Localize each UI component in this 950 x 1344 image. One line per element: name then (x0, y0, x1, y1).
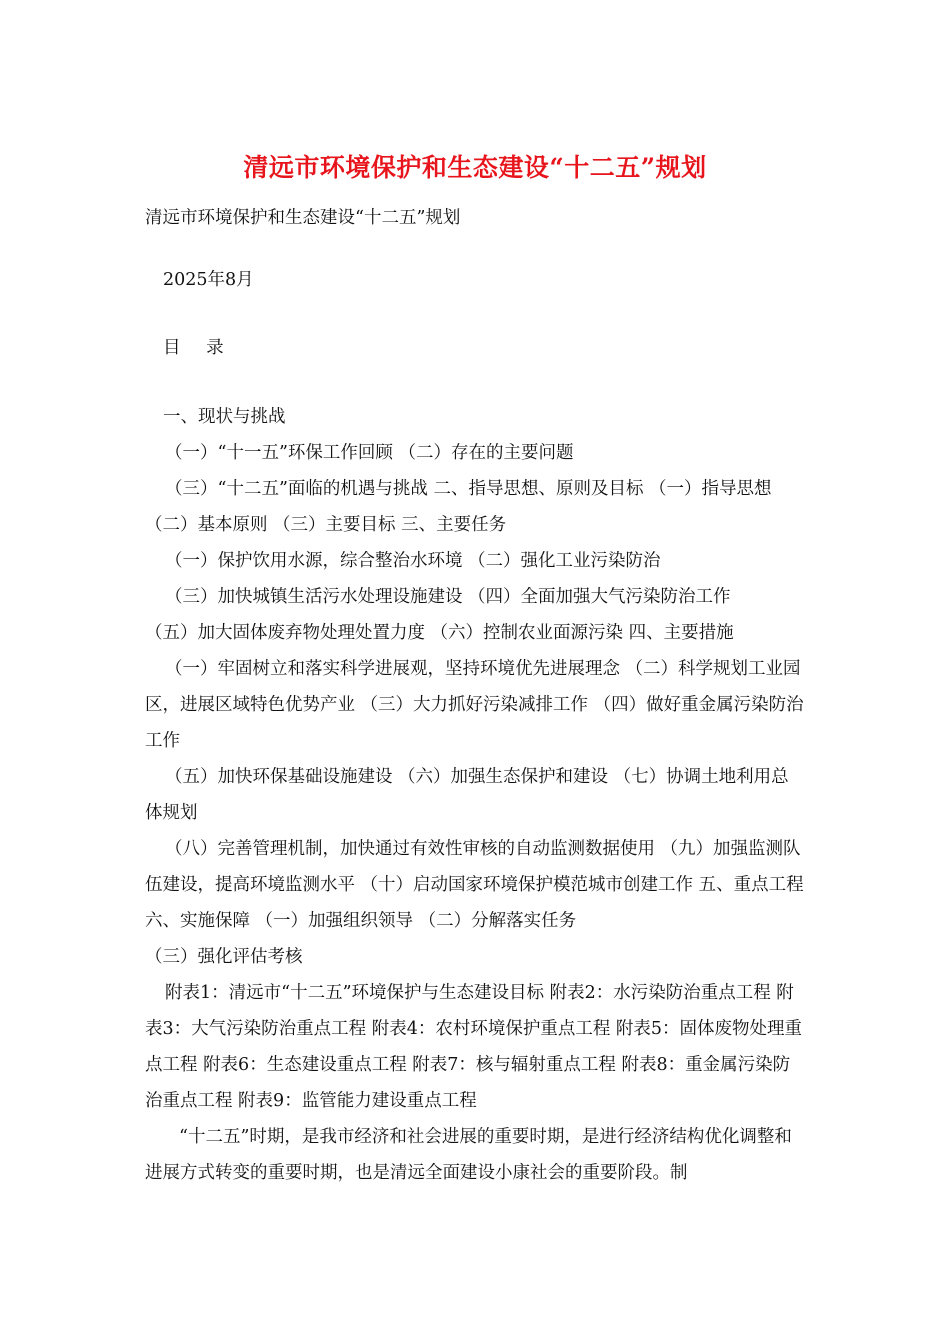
appendix-list: 附表1：清远市“十二五”环境保护与生态建设目标 附表2：水污染防治重点工程 附表3：大气污染防治重点工程 附表4：农村环境保护重点工程 附表5：固体废物处理重点工程 附表6：生态建设重点工程 附表7：核与辐射重点工程 附表8：重金属污染防治重点工程 附表9：监管能力建设重点工程 (145, 983, 803, 1111)
toc-entry: （八）完善管理机制，加快通过有效性审核的自动监测数据使用 （九）加强监测队伍建设，提高环境监测水平 （十）启动国家环境保护模范城市创建工作 五、重点工程 六、实施保障 （一）加强组织领导 （二）分解落实任务 (145, 839, 804, 931)
toc-entry: （三）强化评估考核 (145, 947, 303, 967)
subtitle: 清远市环境保护和生态建设“十二五”规划 (145, 208, 461, 228)
date: 2025年8月 (163, 270, 254, 290)
toc-entry: （五）加大固体废弃物处理处置力度 （六）控制农业面源污染 四、主要措施 (145, 623, 734, 643)
toc-entry: （一）牢固树立和落实科学进展观，坚持环境优先进展理念 （二）科学规划工业园区，进展区域特色优势产业 （三）大力抓好污染减排工作 （四）做好重金属污染防治工作 (145, 659, 804, 751)
intro-paragraph: “十二五”时期，是我市经济和社会进展的重要时期，是进行经济结构优化调整和进展方式转变的重要时期，也是清远全面建设小康社会的重要阶段。制 (145, 1127, 792, 1183)
toc-section-1: 一、现状与挑战 (163, 407, 286, 427)
toc-entry: （一）保护饮用水源，综合整治水环境 （二）强化工业污染防治 (165, 551, 661, 571)
document-body (145, 192, 805, 1191)
toc-entry: （一）“十一五”环保工作回顾 （二）存在的主要问题 (165, 443, 574, 463)
document-title: 清远市环境保护和生态建设“十二五”规划 (243, 153, 707, 182)
toc-entry: （三）“十二五”面临的机遇与挑战 二、指导思想、原则及目标 （一）指导思想 （二）基本原则 （三）主要目标 三、主要任务 (145, 479, 772, 535)
toc-entry: （三）加快城镇生活污水处理设施建设 （四）全面加强大气污染防治工作 (165, 587, 731, 607)
toc-label: 目 录 (163, 338, 234, 358)
toc-entry: （五）加快环保基础设施建设 （六）加强生态保护和建设 （七）协调土地利用总体规划 (145, 767, 789, 823)
